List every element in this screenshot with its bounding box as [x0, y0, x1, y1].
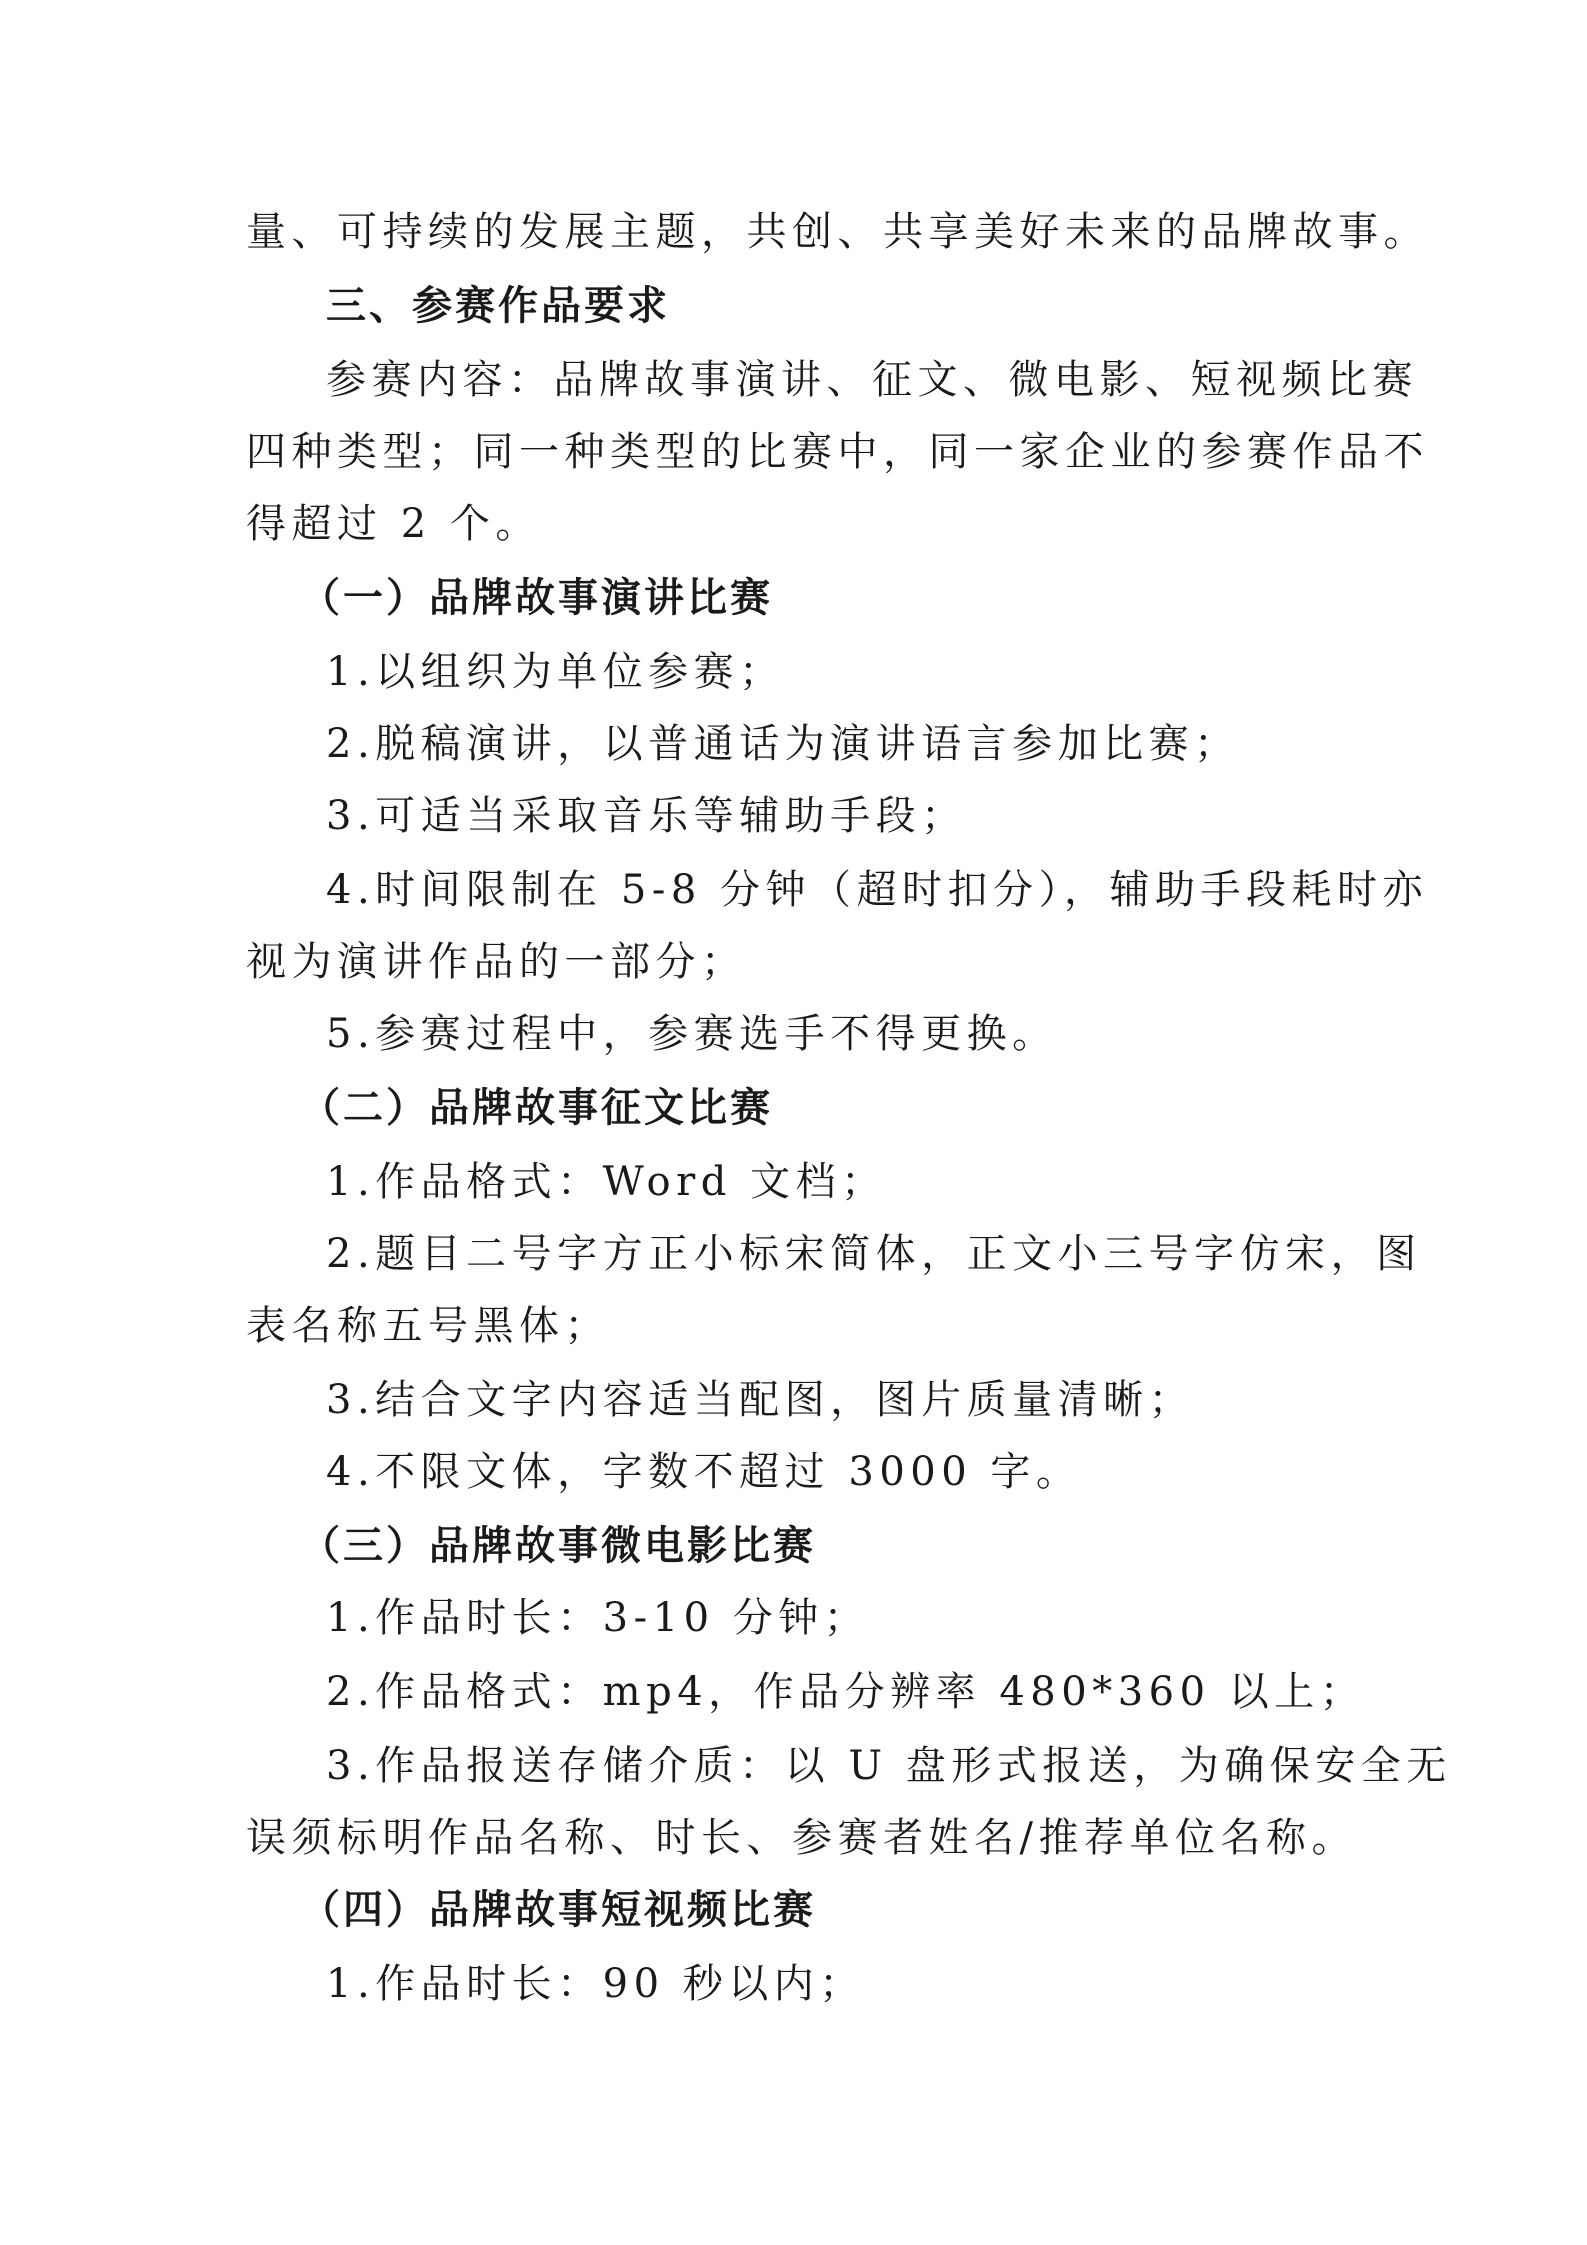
list-item: 2.题目二号字方正小标宋简体，正文小三号字仿宋，图 — [326, 1231, 1422, 1277]
subsection-heading: （三）品牌故事微电影比赛 — [300, 1522, 816, 1569]
subsection-heading: （二）品牌故事征文比赛 — [300, 1084, 773, 1131]
list-item: 1.作品时长：3-10 分钟； — [326, 1595, 870, 1641]
list-item: 2.作品格式：mp4，作品分辨率 480*360 以上； — [326, 1669, 1366, 1715]
list-item: 1.以组织为单位参赛； — [326, 649, 785, 695]
list-item: 5.参赛过程中，参赛选手不得更换。 — [326, 1011, 1058, 1057]
list-item: 3.结合文字内容适当配图，图片质量清晰； — [326, 1377, 1195, 1423]
list-item: 2.脱稿演讲，以普通话为演讲语言参加比赛； — [326, 721, 1240, 767]
list-item: 3.可适当采取音乐等辅助手段； — [326, 793, 967, 839]
paragraph-line: 四种类型；同一种类型的比赛中，同一家企业的参赛作品不 — [246, 429, 1429, 475]
paragraph-line: 得超过 2 个。 — [246, 501, 541, 547]
list-item-continuation: 误须标明作品名称、时长、参赛者姓名/推荐单位名称。 — [246, 1815, 1357, 1861]
list-item-continuation: 表名称五号黑体； — [246, 1303, 610, 1349]
list-item: 3.作品报送存储介质：以 U 盘形式报送，为确保安全无 — [326, 1743, 1452, 1789]
list-item: 4.时间限制在 5-8 分钟（超时扣分），辅助手段耗时亦 — [326, 867, 1429, 913]
paragraph-continuation: 量、可持续的发展主题，共创、共享美好未来的品牌故事。 — [246, 209, 1429, 255]
list-item-continuation: 视为演讲作品的一部分； — [246, 939, 747, 985]
paragraph-line: 参赛内容：品牌故事演讲、征文、微电影、短视频比赛 — [326, 357, 1418, 403]
list-item: 1.作品时长：90 秒以内； — [326, 1961, 865, 2007]
list-item: 4.不限文体，字数不超过 3000 字。 — [326, 1449, 1082, 1495]
list-item: 1.作品格式：Word 文档； — [326, 1159, 887, 1205]
section-heading: 三、参赛作品要求 — [326, 282, 670, 329]
subsection-heading: （四）品牌故事短视频比赛 — [300, 1886, 816, 1933]
subsection-heading: （一）品牌故事演讲比赛 — [300, 574, 773, 621]
